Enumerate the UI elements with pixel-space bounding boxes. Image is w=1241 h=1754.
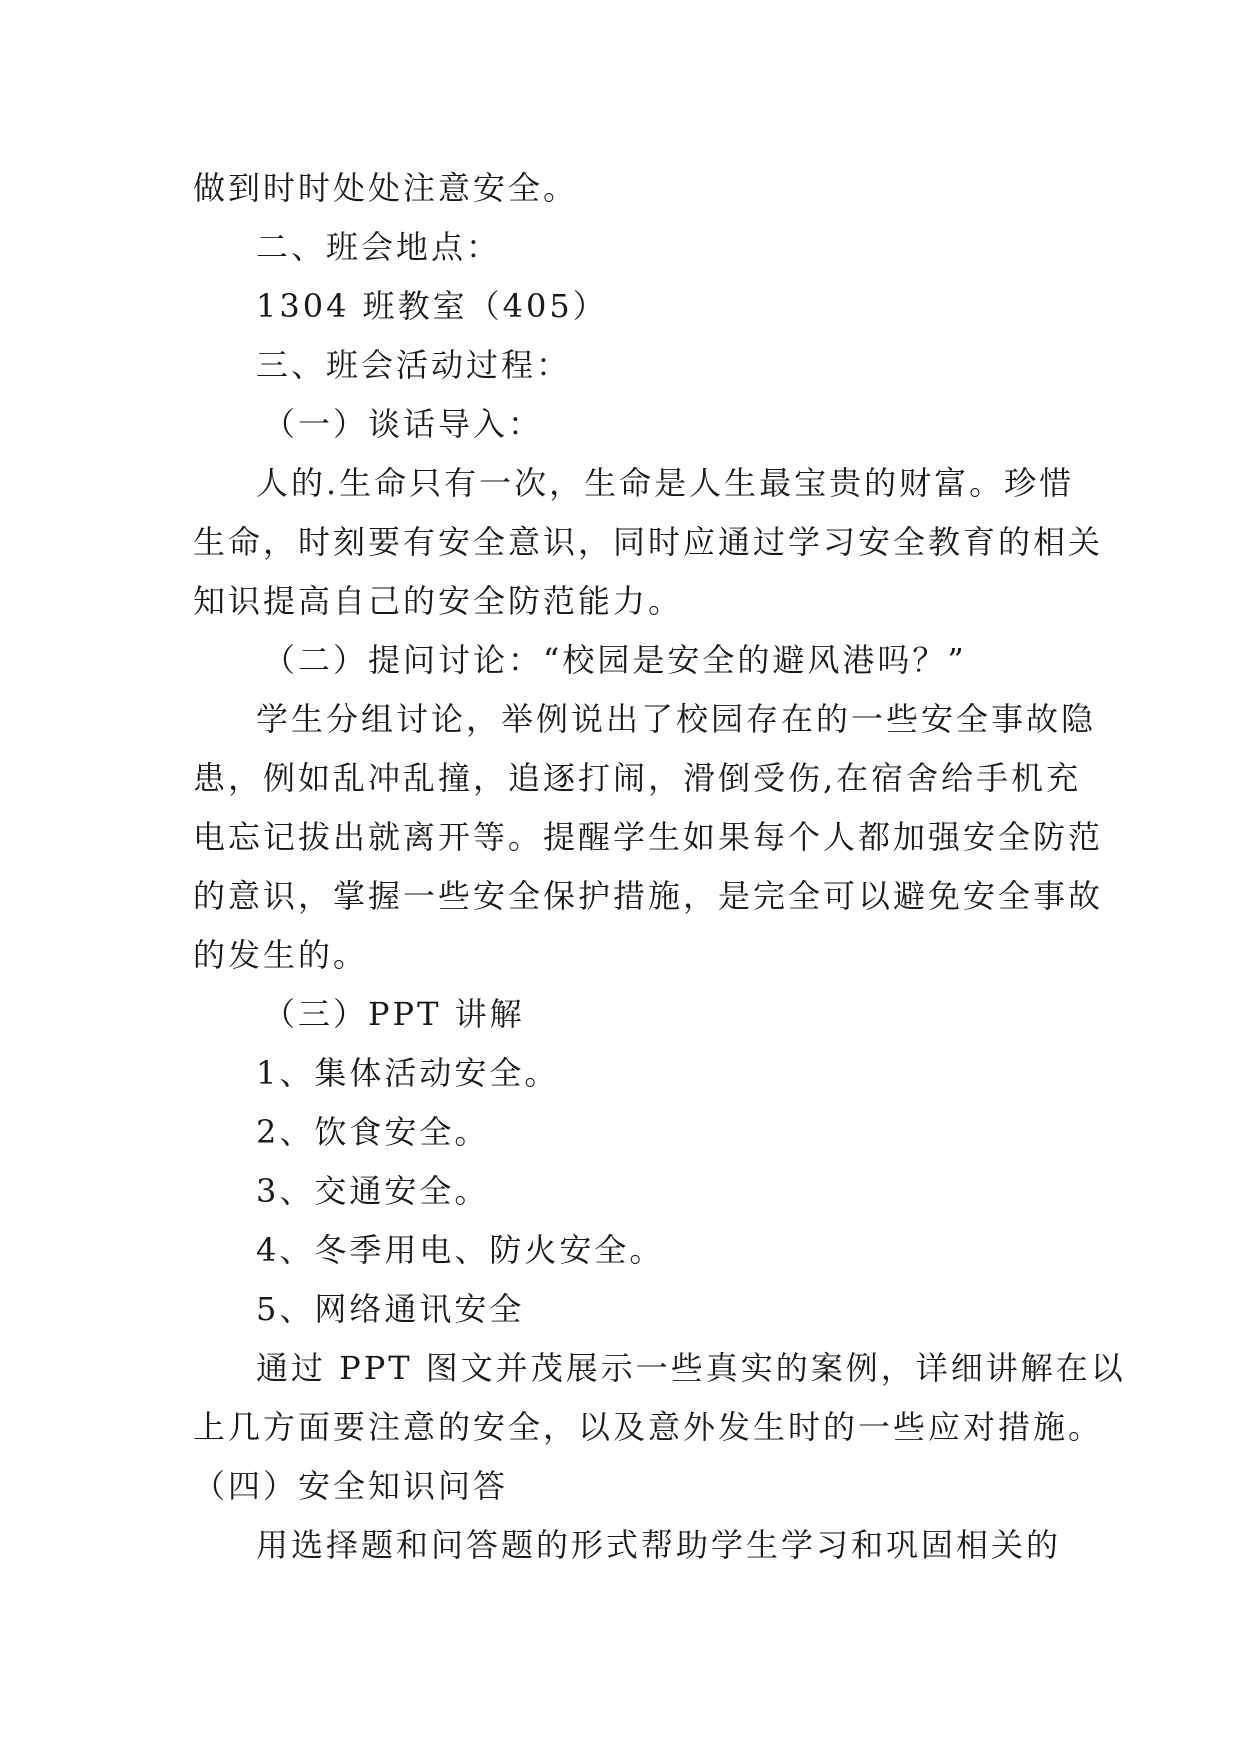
subsection-heading-discussion: （二）提问讨论：“校园是安全的避风港吗？” [263,641,967,679]
text-line: 人的.生命只有一次，生命是人生最宝贵的财富。珍惜 [256,464,1075,502]
subsection-heading-ppt: （三）PPT 讲解 [263,995,525,1033]
list-item: 1、集体活动安全。 [256,1054,560,1092]
list-item: 2、饮食安全。 [256,1113,490,1151]
text-line: 患，例如乱冲乱撞，追逐打闹，滑倒受伤,在宿舍给手机充 [193,759,1082,797]
text-line: 1304 班教室（405） [256,287,608,325]
subsection-heading-quiz: （四）安全知识问答 [193,1467,509,1505]
text-line: 的发生的。 [193,936,369,974]
text-line: 生命，时刻要有安全意识，同时应通过学习安全教育的相关 [193,523,1104,561]
document-body [193,159,1126,1575]
text-line: 通过 PPT 图文并茂展示一些真实的案例，详细讲解在以 [256,1349,1126,1387]
text-line: 电忘记拔出就离开等。提醒学生如果每个人都加强安全防范 [193,818,1104,856]
text-line: 上几方面要注意的安全，以及意外发生时的一些应对措施。 [193,1408,1104,1446]
list-item: 3、交通安全。 [256,1172,490,1210]
text-line: 做到时时处处注意安全。 [193,169,579,207]
section-heading-process: 三、班会活动过程： [256,346,572,384]
list-item: 5、网络通讯安全 [256,1290,525,1328]
text-line: 知识提高自己的安全防范能力。 [193,582,684,620]
text-line: 的意识，掌握一些安全保护措施，是完全可以避免安全事故 [193,877,1104,915]
text-line: 学生分组讨论，举例说出了校园存在的一些安全事故隐 [256,700,1097,738]
subsection-heading-intro: （一）谈话导入： [263,405,544,443]
section-heading-location: 二、班会地点： [256,228,502,266]
list-item: 4、冬季用电、防火安全。 [256,1231,665,1269]
text-line: 用选择题和问答题的形式帮助学生学习和巩固相关的 [256,1526,1062,1564]
